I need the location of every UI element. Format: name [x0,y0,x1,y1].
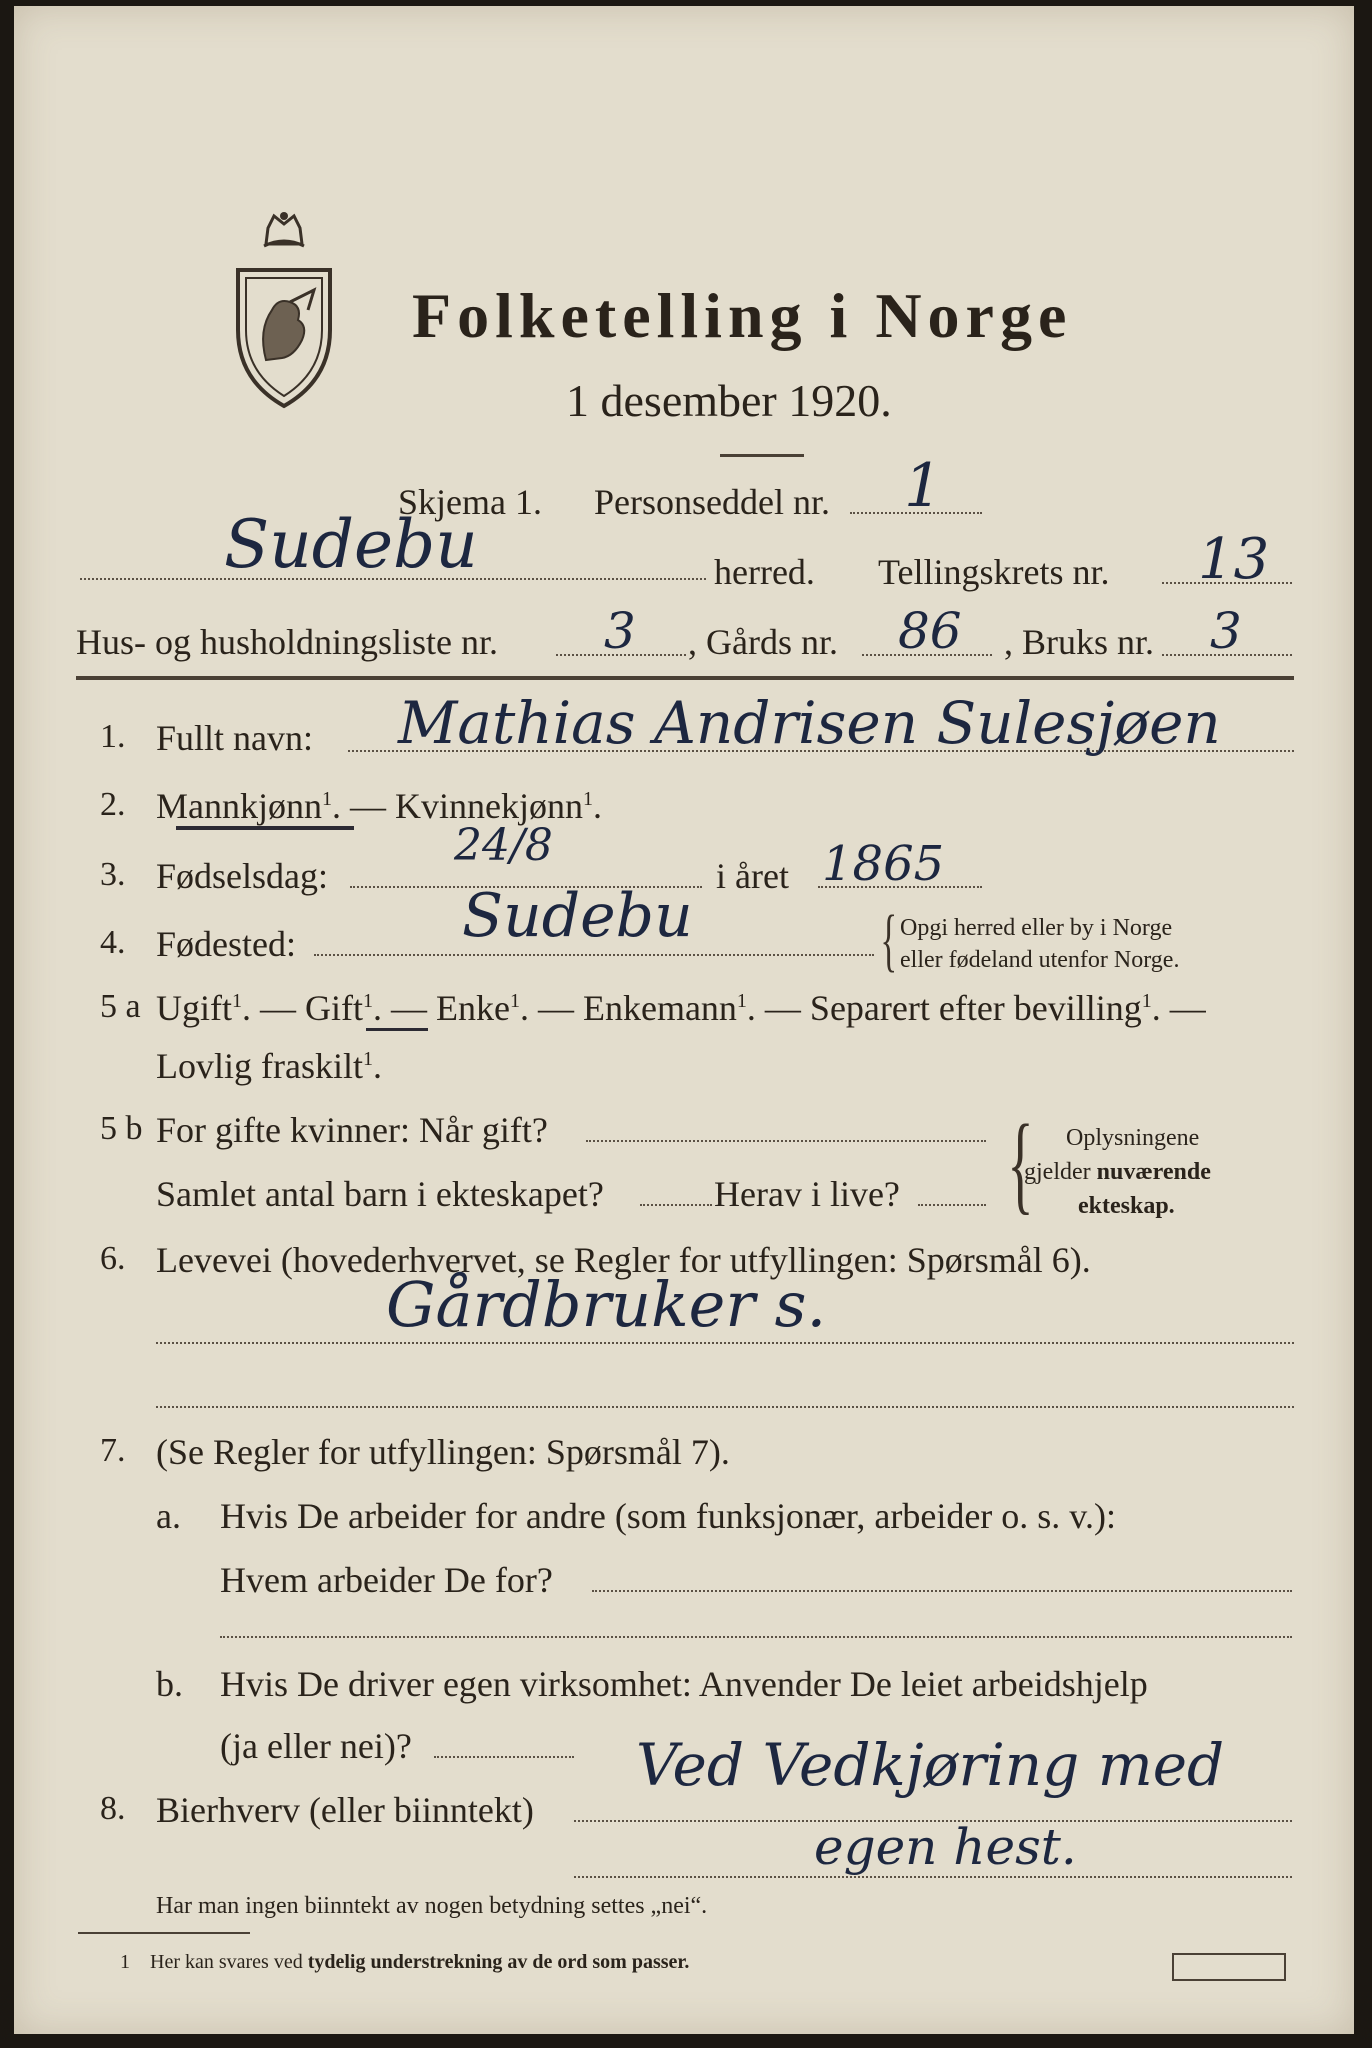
census-date: 1 desember 1920. [566,375,892,426]
enke-option: Enke [436,988,510,1028]
q4-label: Fødested: [156,924,296,964]
bruks-value: 3 [1210,602,1242,660]
birthplace-value: Sudebu [462,881,693,951]
q7b-question: (ja eller nei)? [220,1726,412,1766]
coat-of-arms-icon [228,210,340,410]
q5b-brace: { [1007,1102,1034,1224]
bruks-label: , Bruks nr. [1004,622,1155,662]
q6-number: 6. [100,1240,126,1277]
q5b-label: For gifte kvinner: Når gift? [156,1110,548,1150]
gift-underline [366,1028,428,1031]
personseddel-value: 1 [904,451,943,521]
q7b-line [434,1756,574,1758]
q7-number: 7. [100,1432,126,1469]
q4-line [314,954,874,956]
gards-value: 86 [898,602,962,660]
q1-number: 1. [100,718,126,755]
herred-label: herred. [714,552,815,592]
title-divider [720,454,804,457]
q7a-text: Hvis De arbeider for andre (som funksjonær, arbeider o. s. v.): [220,1496,1116,1536]
q5a-number: 5 a [100,988,141,1025]
husliste-label: Hus- og husholdningsliste nr. [76,622,499,662]
tellingskrets-value: 13 [1198,527,1270,592]
q7-label: (Se Regler for utfyllingen: Spørsmål 7). [156,1432,730,1472]
ugift-option: Ugift [156,988,232,1028]
occupation-value: Gårdbruker s. [386,1268,827,1341]
footnote-rule [78,1932,250,1934]
herred-value: Sudebu [224,506,478,583]
q4-note-line1: Opgi herred eller by i Norge [900,915,1173,941]
q2-gender-options: Mannkjønn$^1$. — Kvinnekjønn$^1$. [156,786,602,826]
q5b-note-line1: Oplysningene [1066,1125,1200,1151]
male-underline [176,826,354,830]
q3-number: 3. [100,856,126,893]
children-line [640,1204,712,1206]
birth-year-value: 1865 [822,836,945,892]
female-option: Kvinnekjønn [395,786,583,826]
q4-note-line2: eller fødeland utenfor Norge. [900,947,1180,973]
footnote-text: Her kan svares ved tydelig understrekning av de ord som passer. [150,1951,690,1973]
herred-line [80,578,706,580]
q5b-note-line3: ekteskap. [1078,1193,1175,1219]
q4-number: 4. [100,924,126,961]
q5b-note-line2: gjelder nuværende [1024,1159,1211,1185]
q8-line2 [574,1876,1292,1878]
printer-stamp [1172,1953,1286,1981]
q7a-line1 [592,1590,1292,1592]
q3-label: Fødselsdag: [156,856,329,896]
q8-number: 8. [100,1790,126,1827]
q7b-letter: b. [156,1664,183,1704]
q7a-question: Hvem arbeider De for? [220,1560,553,1600]
separert-option: Separert efter bevilling [809,988,1142,1028]
q6-label: Levevei (hovederhvervet, se Regler for utfyllingen: Spørsmål 6). [156,1240,1091,1280]
children-label: Samlet antal barn i ekteskapet? [156,1174,604,1214]
q5b-number: 5 b [100,1110,143,1147]
husliste-value: 3 [604,602,636,660]
enkemann-option: Enkemann [582,988,737,1028]
q6-line2 [156,1406,1294,1408]
q1-label: Fullt navn: [156,718,314,758]
q2-number: 2. [100,786,126,823]
footnote-marker: 1 [120,1951,130,1973]
side-income-value-line1: Ved Vedkjøring med [636,1731,1225,1799]
skjema-label: Skjema 1. [398,482,542,522]
q8-label: Bierhverv (eller biinntekt) [156,1790,534,1830]
no-income-note: Har man ingen biinntekt av nogen betydning settes „nei“. [156,1893,708,1919]
male-option: Mannkjønn [156,786,322,826]
q4-brace: { [880,902,898,979]
gift-option: Gift [305,988,363,1028]
gards-label: , Gårds nr. [688,622,838,662]
fraskilt-option: Lovlig fraskilt [156,1046,363,1086]
q5b-married-line [586,1140,986,1142]
q6-line1 [156,1342,1294,1344]
alive-line [918,1204,986,1206]
census-form-page: Folketelling i Norge 1 desember 1920. Skjema 1. Personseddel nr. 1 Sudebu herred. Tellingskrets nr. 13 Hus- og husholdningsliste nr. 3 , Gårds nr. 86 , Bruks nr. 3 1. Fullt navn: Mathias Andrisen Sulesjøen 2. Mannkjønn$^1$. — Kvinnekjønn$^1$. 3. Fødselsdag: 24/8 i året 1865 4. Fødested: Sudebu { Opgi herred eller by i Norge eller fødeland utenfor Norge. 5 a Ugift$^1$. — Gift$^1$. — Enke$^1$. — Enkemann$^1$. — Separert efter bevilling$^1$. — Lovlig fraskilt$^1$. 5 b For gifte kvinner: Når gift? Samlet antal barn i ekteskapet? Herav i live? { Oplysningene gjelder nuværende ekteskap. 6. Levevei (hovederhvervet, se Regler for utfyllingen: Spørsmål 6). Gårdbruker s. 7. (Se Regler for utfyllingen: Spørsmål 7). a. Hvis De arbeider for andre (som funksjonær, arbeider o. s. v.): Hvem arbeider De for? b. Hvis De driver egen virksomhet: Anvender De leiet arbeidshjelp (ja eller nei)? 8. Bierhverv (eller biinntekt) Ved Vedkjøring med egen hest. Har man ingen biinntekt av nogen betydning settes „nei“. 1 Her kan svares ved tydelig understrekning av de ord som passer. [14,6,1354,2034]
q7b-text: Hvis De driver egen virksomhet: Anvender De leiet arbeidshjelp [220,1664,1148,1704]
side-income-value-line2: egen hest. [814,1818,1077,1876]
birthdate-value: 24/8 [454,820,553,871]
tellingskrets-label: Tellingskrets nr. [878,552,1110,592]
q7a-letter: a. [156,1496,181,1536]
header-rule [76,676,1294,680]
personseddel-label: Personseddel nr. [594,482,830,522]
form-title: Folketelling i Norge [412,280,1073,351]
marital-status-options: Ugift$^1$. — Gift$^1$. — Enke$^1$. — Enkemann$^1$. — Separert efter bevilling$^1$. — [156,988,1206,1028]
alive-label: Herav i live? [714,1174,900,1214]
q7a-line2 [220,1636,1292,1638]
year-label: i året [716,856,789,896]
full-name-value: Mathias Andrisen Sulesjøen [398,689,1221,757]
